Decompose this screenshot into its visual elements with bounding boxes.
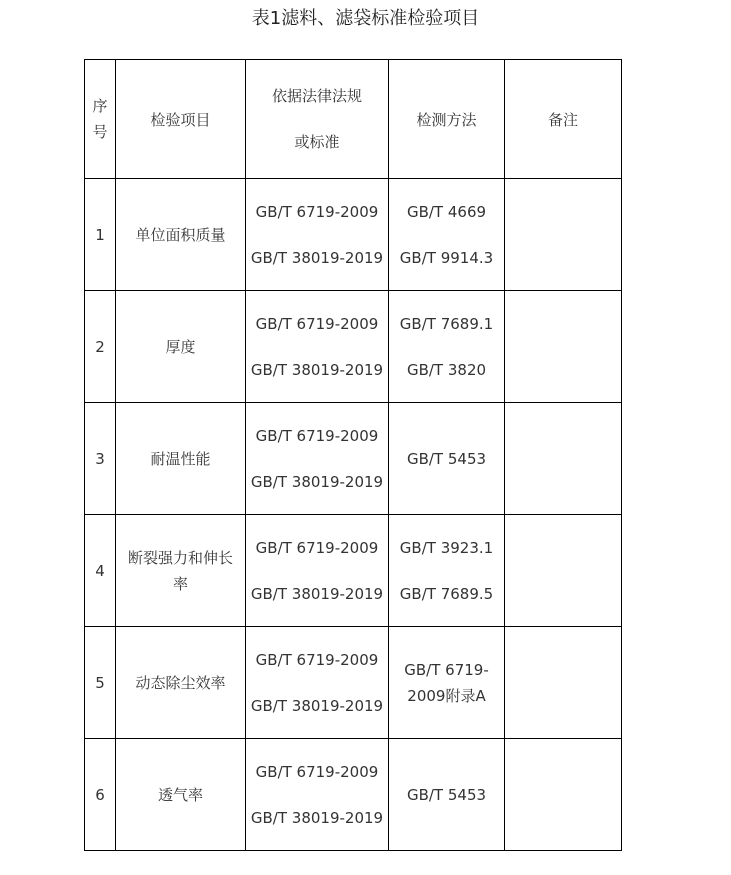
row-method [389,739,505,851]
row-method-line: GB/T 5453 [406,449,487,468]
row-note [505,291,622,403]
row-item-label: 断裂强力和伸长率 [127,548,233,593]
table-title: 表1滤料、滤袋标准检验项目 [251,8,480,29]
row-method-line: GB/T 4669 [406,202,487,221]
row-basis-line: GB/T 6719-2009 [255,426,379,445]
table-row [85,179,622,291]
header-seq-label: 序号 [92,97,108,141]
row-basis [246,627,389,739]
row-basis-line: GB/T 6719-2009 [255,650,379,669]
row-note [505,739,622,851]
header-basis [246,60,389,179]
row-basis-line: GB/T 38019-2019 [250,472,384,491]
row-method-line: GB/T 7689.5 [399,584,494,603]
header-item [116,60,246,179]
table-row [85,627,622,739]
row-item: 动态除尘效率 [116,627,246,739]
row-note [505,515,622,627]
row-basis [246,515,389,627]
row-method-line: GB/T 6719-2009附录A [404,660,489,705]
header-note-label: 备注 [547,110,578,129]
row-basis-line: GB/T 38019-2019 [250,584,384,603]
header-basis-line2: 或标准 [294,133,340,151]
row-item: 单位面积质量 [116,179,246,291]
row-method [389,403,505,515]
row-method [389,627,505,739]
row-method-line: GB/T 9914.3 [399,248,494,267]
row-basis-line: GB/T 38019-2019 [250,696,384,715]
row-seq: 6 [85,739,116,851]
row-method [389,179,505,291]
row-method-line: GB/T 5453 [406,785,487,804]
row-seq: 2 [85,291,116,403]
row-basis [246,403,389,515]
row-basis-line: GB/T 38019-2019 [250,248,384,267]
table-row [85,291,622,403]
row-seq: 4 [85,515,116,627]
row-basis-line: GB/T 6719-2009 [255,538,379,557]
table-header-row [85,60,622,179]
row-seq: 1 [85,179,116,291]
header-item-label: 检验项目 [150,110,211,129]
row-item: 透气率 [116,739,246,851]
row-item: 厚度 [116,291,246,403]
header-method [389,60,505,179]
table-row [85,515,622,627]
row-basis-line: GB/T 6719-2009 [255,314,379,333]
row-basis [246,291,389,403]
header-basis-line1: 依据法律法规 [271,87,362,105]
row-seq: 3 [85,403,116,515]
inspection-table [84,59,622,851]
row-basis [246,179,389,291]
row-method [389,291,505,403]
row-note [505,627,622,739]
row-seq: 5 [85,627,116,739]
row-item: 耐温性能 [116,403,246,515]
table-row [85,739,622,851]
row-basis-line: GB/T 38019-2019 [250,360,384,379]
row-basis-line: GB/T 38019-2019 [250,808,384,827]
row-method [389,515,505,627]
row-basis-line: GB/T 6719-2009 [255,762,379,781]
header-note [505,60,622,179]
row-method-line: GB/T 3923.1 [399,538,494,557]
row-method-line: GB/T 7689.1 [399,314,494,333]
row-method-line: GB/T 3820 [406,360,487,379]
header-method-label: 检测方法 [416,110,477,129]
row-note [505,179,622,291]
row-item [116,515,246,627]
row-basis [246,739,389,851]
row-note [505,403,622,515]
table-row [85,403,622,515]
row-basis-line: GB/T 6719-2009 [255,202,379,221]
header-seq [85,60,116,179]
